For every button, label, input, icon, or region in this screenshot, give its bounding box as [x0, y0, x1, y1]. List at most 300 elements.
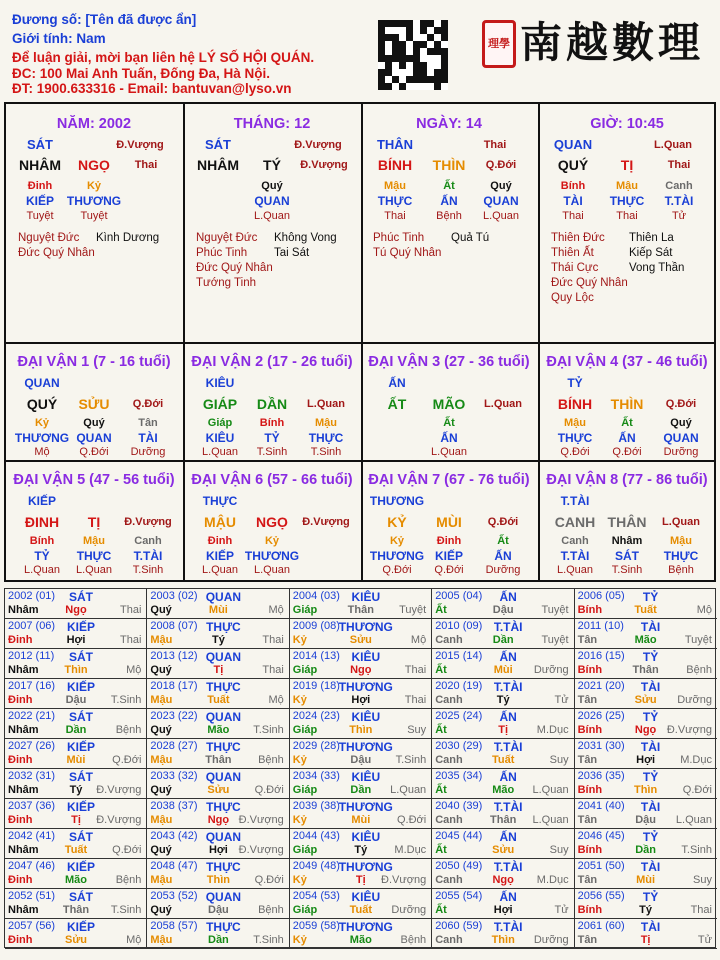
- qr-module: [427, 83, 434, 90]
- qr-module: [434, 69, 441, 76]
- year-stem: Kỷ: [292, 634, 307, 646]
- year-stem: Đinh: [8, 874, 33, 886]
- year-label: 2061 (60): [577, 920, 625, 932]
- qr-module: [441, 83, 448, 90]
- year-god: TỶ: [642, 890, 659, 904]
- dv-hidden-state: Dưỡng: [485, 564, 521, 576]
- seal-stamp: [482, 20, 516, 68]
- star-left: Thiên Đức: [551, 232, 605, 244]
- year-label: 2028 (27): [150, 740, 198, 752]
- year-stem: Bính: [577, 844, 603, 856]
- year-cell: [575, 769, 717, 799]
- year-god: KIẾP: [66, 740, 96, 754]
- year-state: Tử: [697, 934, 712, 946]
- year-stem: Bính: [577, 664, 603, 676]
- qr-module: [399, 62, 406, 69]
- dv-hidden-stem: Quý: [83, 417, 105, 429]
- dv-hidden-state: L.Quan: [556, 564, 594, 576]
- owner-line: Đương số: [Tên đã được ẩn]: [12, 12, 197, 27]
- year-label: 2004 (03): [292, 590, 340, 602]
- dv-hidden-state: Q.Đới: [79, 446, 109, 458]
- year-branch: Sửu: [64, 934, 88, 946]
- dv-hidden-god: ẤN: [618, 431, 636, 445]
- qr-module: [392, 83, 399, 90]
- year-god: THỰC: [206, 620, 241, 634]
- star-left: Phúc Tinh: [196, 247, 248, 259]
- dv-hidden-stem: Kỷ: [389, 535, 405, 547]
- year-state: Mộ: [268, 604, 284, 616]
- year-god: TÀI: [640, 920, 661, 934]
- qr-module: [378, 62, 385, 69]
- year-stem: Quý: [150, 604, 172, 616]
- year-label: 2012 (11): [8, 650, 55, 662]
- year-god: THƯƠNG: [338, 920, 393, 934]
- hidden-god: QUAN: [254, 194, 290, 208]
- dai-van-cell: [184, 344, 360, 460]
- year-god: QUAN: [205, 590, 242, 604]
- year-god: TÀI: [640, 860, 661, 874]
- year-branch: Hợi: [351, 694, 371, 706]
- year-cell: [290, 649, 432, 679]
- dv-hidden-god: QUAN: [76, 431, 112, 445]
- qr-module: [413, 83, 420, 90]
- qr-module: [434, 34, 441, 41]
- year-stem: Đinh: [8, 754, 33, 766]
- dv-hidden-state: Q.Đới: [382, 564, 412, 576]
- dai-van-branch: SỬU: [78, 396, 110, 412]
- qr-module: [413, 34, 420, 41]
- year-branch: Dần: [65, 724, 87, 736]
- year-label: 2009 (08): [292, 620, 340, 632]
- year-state: Bệnh: [686, 664, 712, 676]
- year-god: KIẾP: [66, 800, 96, 814]
- year-branch: Thân: [347, 604, 374, 616]
- year-branch: Tuất: [491, 754, 515, 766]
- dv-hidden-god: THỰC: [557, 431, 593, 445]
- year-state: Suy: [549, 844, 569, 856]
- star-left: Phúc Tinh: [373, 232, 425, 244]
- year-god: SÁT: [69, 650, 93, 664]
- hidden-state: L.Quan: [253, 210, 291, 222]
- year-god: SÁT: [69, 710, 93, 724]
- year-cell: [147, 889, 289, 919]
- year-god: QUAN: [205, 770, 242, 784]
- year-stem: Mậu: [150, 694, 173, 706]
- year-state: M.Dục: [536, 874, 569, 886]
- pillar-title: THÁNG: 12: [233, 116, 311, 132]
- pillar-stem: NHÂM: [19, 157, 61, 173]
- year-stem: Giáp: [292, 664, 318, 676]
- year-cell: [5, 739, 147, 769]
- year-branch: Thân: [62, 904, 90, 916]
- year-god: THƯƠNG: [338, 740, 393, 754]
- year-cell: [5, 769, 147, 799]
- qr-code[interactable]: [378, 20, 448, 90]
- year-state: Bệnh: [400, 934, 427, 946]
- year-label: 2024 (23): [292, 710, 340, 722]
- dv-hidden-god: THỰC: [663, 549, 699, 563]
- dai-van-state: L.Quan: [662, 516, 700, 528]
- year-stem: Tân: [577, 694, 598, 706]
- year-stem: Canh: [435, 934, 463, 946]
- year-branch: Hợi: [493, 904, 513, 916]
- year-cell: [575, 649, 717, 679]
- year-state: Đ.Vượng: [96, 784, 142, 796]
- dv-hidden-state: Dưỡng: [130, 446, 166, 458]
- dv-hidden-stem: Nhâm: [611, 535, 643, 547]
- contact-line: Để luận giải, mời bạn liên hệ LÝ SỐ HỘI QUÁN.: [12, 50, 315, 65]
- qr-module: [406, 69, 413, 76]
- dv-hidden-state: Dưỡng: [663, 446, 699, 458]
- year-stem: Tân: [577, 634, 598, 646]
- year-god: SÁT: [69, 890, 93, 904]
- qr-module: [378, 27, 385, 34]
- dai-van-state: Q.Đới: [132, 398, 164, 410]
- year-state: Q.Đới: [682, 784, 712, 796]
- year-branch: Thân: [632, 664, 659, 676]
- year-state: Đ.Vượng: [238, 844, 284, 856]
- year-stem: Canh: [435, 814, 463, 826]
- dai-van-stem: KỶ: [387, 514, 407, 530]
- dai-van-branch: THÂN: [607, 514, 647, 530]
- dv-hidden-state: Mộ: [34, 446, 50, 458]
- year-stem: Nhâm: [8, 784, 39, 796]
- qr-module: [441, 20, 448, 27]
- year-label: 2002 (01): [8, 590, 56, 602]
- year-cell: [432, 619, 574, 649]
- year-state: Đ.Vượng: [666, 724, 712, 736]
- dai-van-title: ĐẠI VẬN 5 (47 - 56 tuổi): [13, 472, 175, 488]
- dai-van-stem: BÍNH: [557, 396, 593, 412]
- year-stem: Ất: [435, 784, 447, 796]
- year-stem: Bính: [577, 784, 603, 796]
- dai-van-title: ĐẠI VẬN 3 (27 - 36 tuổi): [368, 354, 530, 370]
- dai-van-stem: QUÝ: [26, 396, 58, 412]
- qr-module: [420, 83, 427, 90]
- hidden-stem: Bính: [560, 180, 586, 192]
- year-state: Thai: [404, 694, 427, 706]
- year-cell: [432, 889, 574, 919]
- year-branch: Tý: [639, 904, 653, 916]
- year-cell: [290, 709, 432, 739]
- year-god: THƯƠNG: [338, 620, 393, 634]
- dv-hidden-stem: Mậu: [670, 535, 692, 547]
- hidden-state: L.Quan: [482, 210, 520, 222]
- year-branch: Thìn: [64, 664, 88, 676]
- year-god: TÀI: [640, 680, 661, 694]
- year-label: 2032 (31): [8, 770, 56, 782]
- year-cell: [290, 799, 432, 829]
- year-state: Bệnh: [115, 724, 142, 736]
- year-label: 2014 (13): [292, 650, 340, 662]
- qr-module: [392, 34, 399, 41]
- pillar-branch-state: Thai: [134, 159, 158, 171]
- dai-van-stem: GIÁP: [202, 396, 238, 412]
- year-cell: [5, 829, 147, 859]
- pillar-cell: [184, 104, 360, 342]
- qr-module: [434, 20, 441, 27]
- year-god: KIÊU: [351, 710, 381, 724]
- seal-text: 理學: [488, 37, 510, 50]
- year-state: M.Dục: [536, 724, 569, 736]
- hidden-state: Tuyệt: [80, 210, 108, 222]
- year-stem: Mậu: [150, 874, 173, 886]
- year-god: TÀI: [640, 620, 661, 634]
- qr-module: [427, 76, 434, 83]
- qr-module: [399, 41, 406, 48]
- year-stem: Kỷ: [292, 874, 307, 886]
- dai-van-god: ẤN: [388, 376, 406, 390]
- dv-hidden-god: T.TÀI: [133, 549, 163, 563]
- year-god: TỶ: [642, 710, 659, 724]
- pillar-title: NĂM: 2002: [56, 116, 132, 132]
- year-stem: Giáp: [292, 784, 318, 796]
- dai-van-stem: ĐINH: [24, 514, 60, 530]
- year-label: 2008 (07): [150, 620, 198, 632]
- year-stem: Đinh: [8, 934, 33, 946]
- year-branch: Hợi: [636, 754, 656, 766]
- year-stem: Giáp: [292, 604, 318, 616]
- year-branch: Tị: [71, 814, 81, 826]
- dv-hidden-stem: Ất: [443, 417, 455, 429]
- year-state: T.Sinh: [110, 904, 142, 916]
- year-branch: Ngọ: [65, 604, 87, 616]
- logo-calligraphy: 南越數理: [520, 18, 705, 67]
- year-stem: Quý: [150, 664, 172, 676]
- dv-hidden-god: THỰC: [308, 431, 344, 445]
- year-state: Đ.Vượng: [96, 814, 142, 826]
- dai-van-god: THƯƠNG: [369, 494, 425, 508]
- pillar-cell: [539, 104, 715, 342]
- year-branch: Tý: [69, 784, 83, 796]
- qr-module: [399, 20, 406, 27]
- qr-module: [413, 20, 420, 27]
- year-god: SÁT: [69, 770, 93, 784]
- year-label: 2013 (12): [150, 650, 198, 662]
- year-label: 2015 (14): [435, 650, 483, 662]
- qr-module: [413, 27, 420, 34]
- year-stem: Ất: [435, 604, 447, 616]
- year-stem: Kỷ: [292, 814, 307, 826]
- year-label: 2038 (37): [150, 800, 198, 812]
- year-god: T.TÀI: [493, 860, 523, 874]
- qr-module: [385, 76, 392, 83]
- year-cell: [5, 799, 147, 829]
- dv-hidden-god: TỶ: [264, 431, 280, 445]
- year-god: THƯƠNG: [338, 800, 393, 814]
- year-stem: Mậu: [150, 814, 173, 826]
- year-stem: Bính: [577, 724, 603, 736]
- star-right: Kình Dương: [96, 232, 160, 244]
- year-cell: [575, 919, 717, 949]
- year-cell: [147, 919, 289, 949]
- year-state: T.Sinh: [253, 724, 284, 736]
- pillar-branch: TÝ: [263, 157, 281, 173]
- star-right: Kiếp Sát: [629, 247, 673, 259]
- year-god: ẤN: [499, 830, 517, 844]
- dv-hidden-stem: Đinh: [207, 535, 233, 547]
- year-label: 2048 (47): [150, 860, 198, 872]
- pillar-state: Đ.Vượng: [116, 139, 164, 151]
- qr-module: [413, 48, 420, 55]
- year-god: TỶ: [642, 650, 659, 664]
- year-branch: Ngọ: [350, 664, 372, 676]
- year-state: Q.Đới: [254, 784, 284, 796]
- dv-hidden-stem: Tân: [138, 417, 158, 429]
- qr-module: [378, 69, 385, 76]
- year-god: ẤN: [499, 890, 517, 904]
- qr-module: [406, 76, 413, 83]
- year-cell: [147, 739, 289, 769]
- year-label: 2046 (45): [577, 830, 625, 842]
- year-god: QUAN: [205, 710, 242, 724]
- phone-email-line: ĐT: 1900.633316 - Email: bantuvan@lyso.vn: [12, 81, 292, 96]
- pillar-branch-state: Thai: [667, 159, 691, 171]
- qr-module: [434, 48, 441, 55]
- year-cell: [432, 709, 574, 739]
- dai-van-cell: [6, 462, 182, 580]
- year-cell: [432, 649, 574, 679]
- star-left: Nguyệt Đức: [18, 232, 80, 244]
- dai-van-branch: TỊ: [87, 514, 101, 530]
- year-label: 2040 (39): [435, 800, 483, 812]
- year-branch: Tý: [496, 694, 510, 706]
- year-stem: Nhâm: [8, 664, 39, 676]
- year-stem: Đinh: [8, 694, 33, 706]
- year-branch: Thìn: [206, 874, 230, 886]
- qr-module: [434, 55, 441, 62]
- year-god: KIÊU: [351, 830, 381, 844]
- year-state: Tử: [554, 904, 569, 916]
- year-god: KIẾP: [66, 920, 96, 934]
- dv-hidden-stem: Đinh: [436, 535, 462, 547]
- year-state: Thai: [119, 604, 142, 616]
- dv-hidden-stem: Kỷ: [264, 535, 280, 547]
- year-branch: Tuất: [64, 844, 88, 856]
- pillar-god: QUAN: [553, 137, 593, 152]
- qr-module: [392, 62, 399, 69]
- hidden-stem: Quý: [490, 180, 512, 192]
- year-branch: Mão: [492, 784, 515, 796]
- hidden-state: Tử: [671, 210, 687, 222]
- year-stem: Quý: [150, 904, 172, 916]
- year-label: 2019 (18): [292, 680, 340, 692]
- year-god: TỶ: [642, 830, 659, 844]
- qr-module: [441, 55, 448, 62]
- qr-module: [406, 27, 413, 34]
- dv-hidden-god: QUAN: [663, 431, 699, 445]
- dv-hidden-state: T.Sinh: [611, 564, 643, 576]
- qr-module: [427, 27, 434, 34]
- year-label: 2017 (16): [8, 680, 56, 692]
- dai-van-branch: MÙI: [436, 514, 462, 530]
- qr-module: [420, 69, 427, 76]
- qr-module: [413, 41, 420, 48]
- hidden-god: T.TÀI: [664, 194, 694, 208]
- qr-module: [434, 62, 441, 69]
- dai-van-title: ĐẠI VẬN 8 (77 - 86 tuổi): [546, 472, 708, 488]
- year-god: ẤN: [499, 590, 517, 604]
- year-branch: Tuất: [207, 694, 230, 706]
- year-cell: [147, 769, 289, 799]
- qr-module: [427, 55, 434, 62]
- qr-module: [406, 62, 413, 69]
- qr-module: [385, 48, 392, 55]
- year-branch: Tý: [211, 634, 225, 646]
- year-label: 2037 (36): [8, 800, 56, 812]
- year-label: 2023 (22): [150, 710, 198, 722]
- hidden-stem: Mậu: [384, 180, 406, 192]
- year-cell: [290, 859, 432, 889]
- pillar-title: NGÀY: 14: [416, 116, 482, 132]
- year-cell: [147, 829, 289, 859]
- year-cell: [290, 769, 432, 799]
- year-label: 2036 (35): [577, 770, 625, 782]
- year-branch: Mão: [65, 874, 87, 886]
- dai-van-stem: MẬU: [204, 514, 236, 530]
- year-label: 2025 (24): [435, 710, 483, 722]
- dv-hidden-state: L.Quan: [201, 446, 239, 458]
- hidden-stem: Kỷ: [86, 180, 102, 192]
- year-stem: Nhâm: [8, 604, 39, 616]
- year-cell: [290, 739, 432, 769]
- qr-module: [420, 62, 427, 69]
- year-cell: [5, 859, 147, 889]
- dv-hidden-state: L.Quan: [430, 446, 468, 458]
- pillar-god: SÁT: [27, 137, 53, 152]
- qr-module: [441, 62, 448, 69]
- year-label: 2053 (52): [150, 890, 198, 902]
- year-branch: Thân: [490, 814, 517, 826]
- year-state: Q.Đới: [254, 874, 284, 886]
- year-god: THỰC: [206, 920, 241, 934]
- year-cell: [432, 829, 574, 859]
- qr-module: [420, 34, 427, 41]
- year-cell: [432, 589, 574, 619]
- star-left: Đức Quý Nhân: [551, 277, 628, 289]
- year-label: 2010 (09): [435, 620, 483, 632]
- dai-van-cell: [539, 462, 715, 580]
- year-branch: Dậu: [208, 904, 229, 916]
- year-state: Tuyệt: [684, 634, 712, 646]
- year-label: 2039 (38): [292, 800, 340, 812]
- year-god: T.TÀI: [493, 680, 523, 694]
- qr-module: [420, 48, 427, 55]
- year-god: QUAN: [205, 830, 242, 844]
- year-god: THỰC: [206, 800, 241, 814]
- star-left: Quy Lộc: [551, 292, 594, 304]
- dv-hidden-state: Q.Đới: [434, 564, 464, 576]
- dv-hidden-god: KIẾP: [205, 549, 235, 563]
- pillar-branch-state: Q.Đới: [485, 159, 517, 171]
- year-branch: Dần: [492, 634, 514, 646]
- dai-van-branch: DẦN: [256, 396, 288, 412]
- year-branch: Ngọ: [492, 874, 514, 886]
- dv-hidden-stem: Ất: [621, 417, 633, 429]
- pillar-branch-state: Đ.Vượng: [300, 159, 348, 171]
- qr-module: [385, 20, 392, 27]
- dv-hidden-god: KIÊU: [205, 431, 235, 445]
- dv-hidden-god: TÀI: [138, 431, 158, 445]
- year-state: L.Quan: [532, 814, 569, 826]
- year-branch: Mùi: [66, 754, 86, 766]
- year-god: TỶ: [642, 770, 659, 784]
- year-cell: [147, 859, 289, 889]
- hidden-state: Tuyệt: [26, 210, 54, 222]
- dv-hidden-stem: Mậu: [315, 417, 337, 429]
- qr-module: [441, 48, 448, 55]
- year-branch: Tuất: [349, 904, 372, 916]
